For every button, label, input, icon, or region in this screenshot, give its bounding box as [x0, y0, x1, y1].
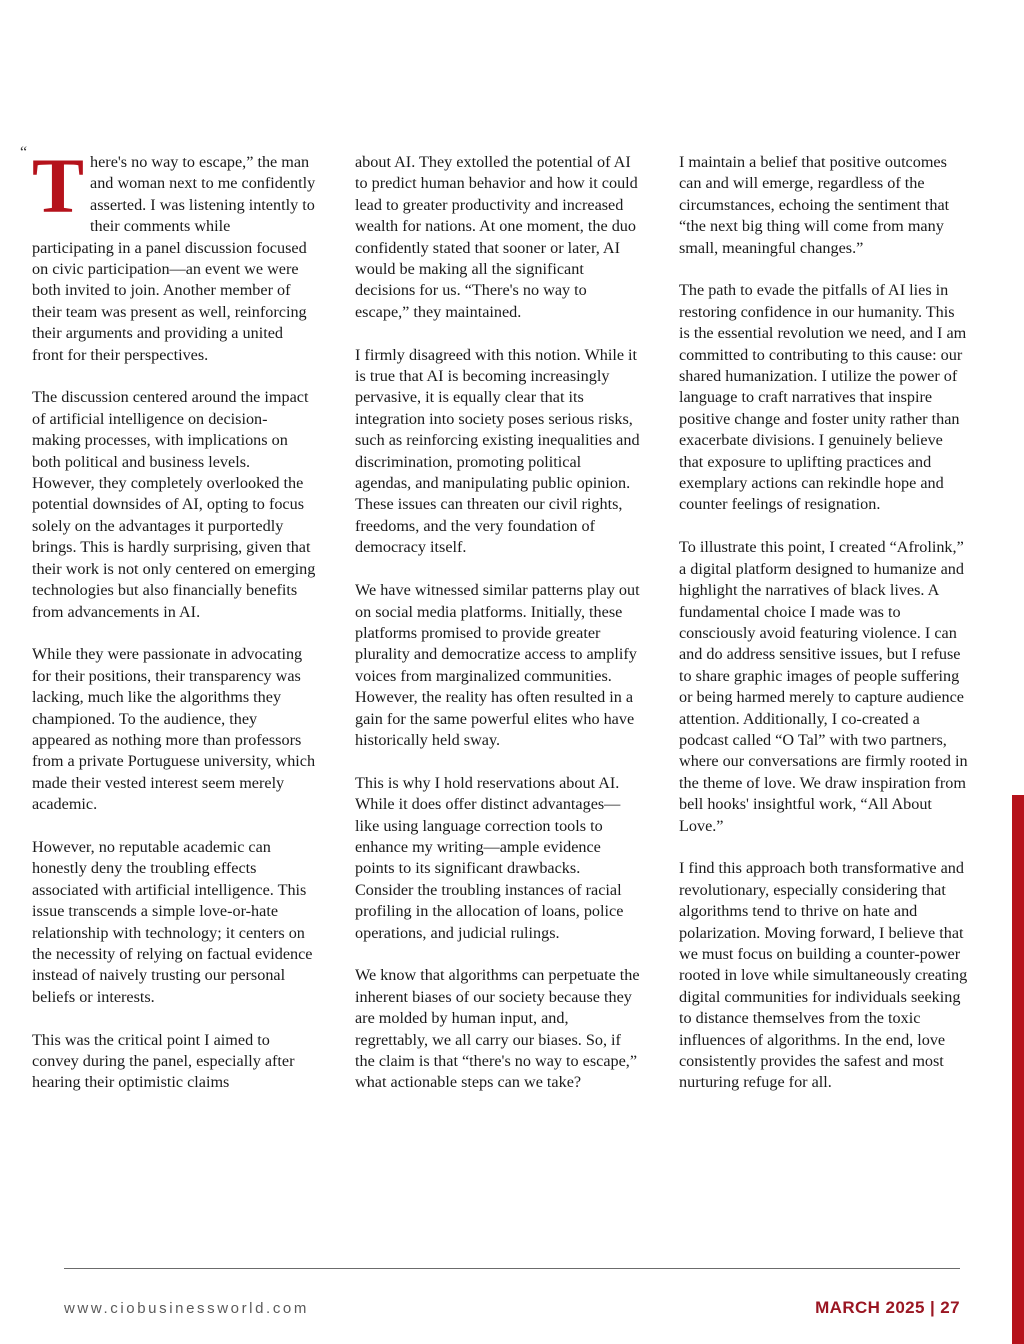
- article-paragraph: about AI. They extolled the potential of AI to predict human behavior and how it could lead to greater productivity and increased wealth for nations. At one moment, the duo confidently stated that sooner or later, AI would be making all the significant decisions for us. “There's no way to escape,” they maintained.: [355, 153, 638, 321]
- footer-website-url: www.ciobusinessworld.com: [64, 1300, 309, 1317]
- article-column-2: [355, 152, 641, 1115]
- drop-cap: T: [32, 142, 85, 229]
- article-paragraph: This was the critical point I aimed to convey during the panel, especially after hearing their optimistic claims: [32, 1030, 295, 1092]
- article-paragraph: I maintain a belief that positive outcomes can and will emerge, regardless of the circumstances, echoing the sentiment that “the next big thing will come from many small, meaningful changes.”: [679, 153, 950, 257]
- article-paragraph: I find this approach both transformative and revolutionary, especially considering that algorithms tend to thrive on hate and polarization. Moving forward, I believe that we must focus on building a counter-power rooted in love while simultaneously creating digital communities for individuals seeking to distance themselves from the toxic influences of algorithms. In the end, love consistently provides the safest and most nurturing refuge for all.: [679, 859, 968, 1092]
- footer-divider: [64, 1268, 960, 1269]
- article-paragraph: I firmly disagreed with this notion. While it is true that AI is becoming increasingly pervasive, it is equally clear that its integration into society poses serious risks, such as reinforcing existing inequalities and discrimination, promoting political agendas, and manipulating public opinion. These issues can threaten our civil rights, freedoms, and the very foundation of democracy itself.: [355, 345, 640, 557]
- article-paragraph: While they were passionate in advocating for their positions, their transparency was lacking, much like the algorithms they championed. To the audience, they appeared as nothing more than professors from a private Portuguese university, which made their vested interest seem merely academic.: [32, 645, 316, 814]
- article-paragraph: The discussion centered around the impact of artificial intelligence on decision-making processes, with implications on both political and business levels. However, they completely overlooked the potential downsides of AI, opting to focus solely on the advantages it purportedly brings. This is hardly surprising, given that their work is not only centered on emerging technologies but also financially benefits from advancements in AI.: [32, 388, 316, 621]
- side-accent-bar: [1012, 795, 1024, 1344]
- article-column-3: [679, 152, 969, 1115]
- article-paragraph: To illustrate this point, I created “Afrolink,” a digital platform designed to humanize and highlight the narratives of black lives. A fundamental choice I made was to consciously avoid featuring violence. I can and do address sensitive issues, but I refuse to share graphic images of people suffering or being harmed merely to capture audience attention. Additionally, I co-created a podcast called “O Tal” with two partners, where our conversations are firmly rooted in the theme of love. We draw inspiration from bell hooks' insightful work, “All About Love.”: [679, 538, 968, 835]
- paragraph-text: here's no way to escape,” the man and woman next to me confidently asserted. I was listening intently to their comments while participating in a panel discussion focused on civic participation—an event we were both invited to join. Another member of their team was present as well, reinforcing their arguments and providing a united front for their perspectives.: [32, 153, 316, 364]
- article-paragraph: The path to evade the pitfalls of AI lies in restoring confidence in our humanity. This is the essential revolution we need, and I am committed to contributing to this cause: our shared humanization. I utilize the power of language to craft narratives that inspire positive change and foster unity rather than exacerbate divisions. I genuinely believe that exposure to uplifting practices and exemplary actions can rekindle hope and counter feelings of resignation.: [679, 281, 967, 514]
- article-paragraph: This is why I hold reservations about AI. While it does offer distinct advantages—like using language correction tools to enhance my writing—ample evidence points to its significant drawbacks. Consider the troubling instances of racial profiling in the allocation of loans, police operations, and judicial rulings.: [355, 773, 624, 942]
- article-column-1: [32, 142, 316, 1115]
- article-paragraph: [32, 142, 316, 366]
- opening-quote-mark: “: [20, 144, 28, 161]
- article-paragraph: We have witnessed similar patterns play out on social media platforms. Initially, these platforms promised to provide greater plurality and democratize access to amplify voices from marginalized communities. However, the reality has often resulted in a gain for the same powerful elites who have historically held sway.: [355, 581, 640, 749]
- article-paragraph: We know that algorithms can perpetuate the inherent biases of our society because they are molded by human input, and, regrettably, we all carry our biases. So, if the claim is that “there's no way to escape,” what actionable steps can we take?: [355, 966, 640, 1092]
- article-paragraph: However, no reputable academic can honestly deny the troubling effects associated with artificial intelligence. This issue transcends a simple love-or-hate relationship with technology; it centers on the necessity of relying on factual evidence instead of naively trusting our personal beliefs or interests.: [32, 837, 313, 1006]
- footer-issue-page-number: MARCH 2025 | 27: [815, 1298, 960, 1317]
